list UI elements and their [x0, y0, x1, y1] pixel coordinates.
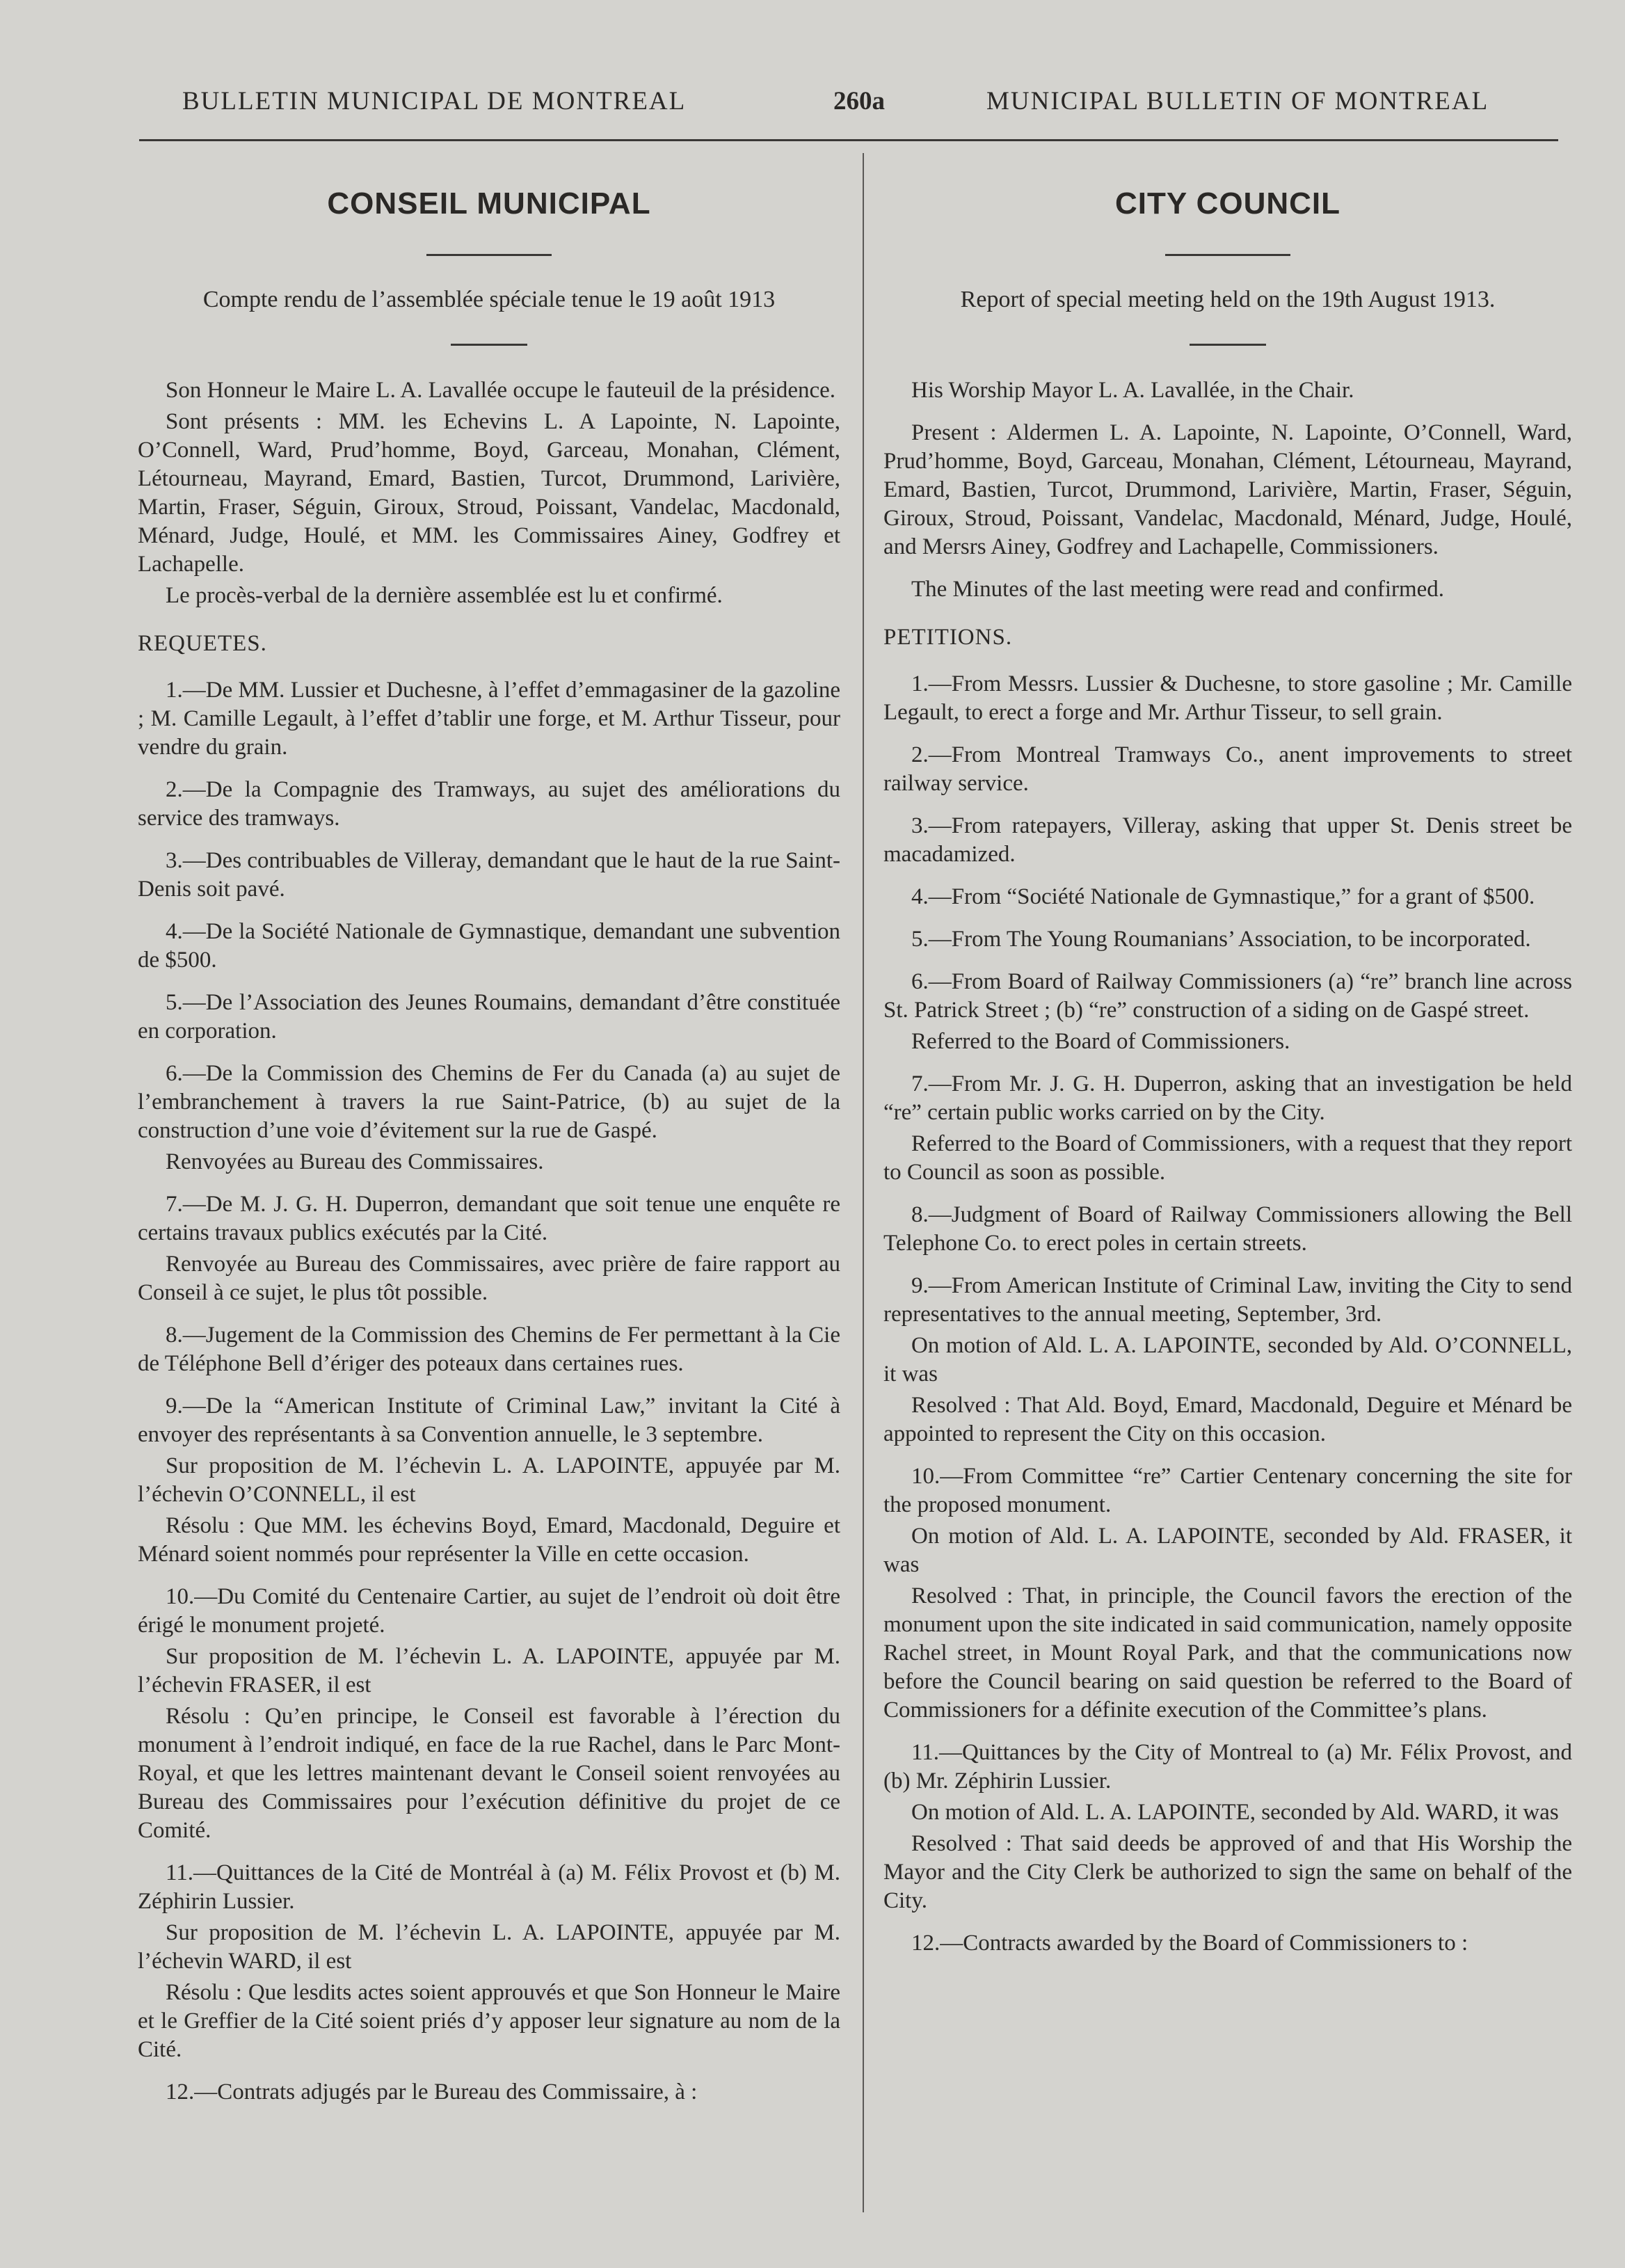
petition-item: 8.—Judgment of Board of Railway Commissioners allowing the Bell Telephone Co. to erect poles in certain streets.	[883, 1202, 1572, 1256]
referral-note: Renvoyées au Bureau des Commissaires.	[166, 1149, 544, 1174]
petition-item: 4.—From “Société Nationale de Gymnastique,” for a grant of $500.	[911, 884, 1535, 909]
petition-item: 2.—From Montreal Tramways Co., anent improvements to street railway service.	[883, 742, 1572, 796]
french-body	[138, 376, 840, 2107]
referral-note: Referred to the Board of Commissioners, with a request that they report to Council as soon as possible.	[883, 1131, 1572, 1185]
resolution-text: Resolved : That said deeds be approved of and that His Worship the Mayor and the City Clerk be authorized to sign the same on behalf of the City.	[883, 1831, 1572, 1913]
page-number: 260a	[833, 87, 885, 115]
resolution-text: Résolu : Que lesdits actes soient approuvés et que Son Honneur le Maire et le Greffier de la Cité soient priés d’y apposer leur signature au nom de la Cité.	[138, 1980, 840, 2062]
petition-item: 1.—From Messrs. Lussier & Duchesne, to store gasoline ; Mr. Camille Legault, to erect a forge and Mr. Arthur Tisseur, to sell grain.	[883, 671, 1572, 725]
motion-text: On motion of Ald. L. A. LAPOINTE, seconded by Ald. WARD, it was	[911, 1800, 1559, 1825]
motion-text: On motion of Ald. L. A. LAPOINTE, seconded by Ald. O’CONNELL, it was	[883, 1333, 1572, 1387]
petition-item: 11.—Quittances by the City of Montreal to (a) Mr. Félix Provost, and (b) Mr. Zéphirin Lussier.	[883, 1740, 1572, 1794]
english-subtitle: Report of special meeting held on the 19th August 1913.	[960, 287, 1496, 312]
petition-item: 3.—Des contribuables de Villeray, demandant que le haut de la rue Saint-Denis soit pavé.	[138, 848, 840, 902]
petition-item: 4.—De la Société Nationale de Gymnastique, demandant une subvention de $500.	[138, 919, 840, 973]
petition-item: 6.—From Board of Railway Commissioners (a) “re” branch line across St. Patrick Street ; (b) “re” construction of a siding on de Gaspé street.	[883, 969, 1572, 1023]
petition-item: 7.—De M. J. G. H. Duperron, demandant que soit tenue une enquête re certains travaux publics exécutés par la Cité.	[138, 1192, 840, 1245]
resolution-text: Resolved : That Ald. Boyd, Emard, Macdonald, Deguire et Ménard be appointed to represent the City on this occasion.	[883, 1393, 1572, 1446]
french-column	[138, 153, 840, 2109]
motion-text: On motion of Ald. L. A. LAPOINTE, seconded by Ald. FRASER, it was	[883, 1524, 1572, 1577]
english-column	[883, 153, 1572, 1960]
petition-item: 9.—From American Institute of Criminal Law, inviting the City to send representatives to the annual meeting, September, 3rd.	[883, 1273, 1572, 1327]
paragraph: Present : Aldermen L. A. Lapointe, N. Lapointe, O’Connell, Ward, Prud’homme, Boyd, Garceau, Monahan, Clément, Létourneau, Mayrand, Emard, Bastien, Turcot, Drummond, Larivière, Martin, Fraser, Séguin, Giroux, Stroud, Poissant, Vandelac, Macdonald, Ménard, Judge, Houlé, and Mersrs Ainey, Godfrey and Lachapelle, Commissioners.	[883, 420, 1572, 559]
petition-item: 5.—De l’Association des Jeunes Roumains, demandant d’être constituée en corporation.	[138, 990, 840, 1044]
english-subtitle-rule	[1190, 344, 1266, 346]
english-heading: CITY COUNCIL	[1114, 186, 1341, 221]
page-header	[0, 0, 1625, 153]
petition-item: 9.—De la “American Institute of Criminal Law,” invitant la Cité à envoyer des représentants à sa Convention annuelle, le 3 septembre.	[138, 1393, 840, 1447]
english-heading-rule	[1165, 254, 1290, 256]
column-divider	[863, 153, 864, 2212]
petition-item: 11.—Quittances de la Cité de Montréal à (a) M. Félix Provost et (b) M. Zéphirin Lussier.	[138, 1860, 840, 1914]
motion-text: Sur proposition de M. l’échevin L. A. LAPOINTE, appuyée par M. l’échevin FRASER, il est	[138, 1644, 840, 1698]
petition-item: 12.—Contrats adjugés par le Bureau des Commissaire, à :	[166, 2079, 698, 2105]
resolution-text: Resolved : That, in principle, the Council favors the erection of the monument upon the site indicated in said communication, namely opposite Rachel street, in Mount Royal Park, and that the communications now before the Council bearing on said question be referred to the Board of Commissioners for a définite execution of the Committee’s plans.	[883, 1583, 1572, 1723]
header-french-title: BULLETIN MUNICIPAL DE MONTREAL	[182, 87, 687, 115]
petition-item: 10.—Du Comité du Centenaire Cartier, au sujet de l’endroit où doit être érigé le monument projeté.	[138, 1584, 840, 1638]
referral-note: Referred to the Board of Commissioners.	[911, 1029, 1290, 1054]
french-subtitle: Compte rendu de l’assemblée spéciale tenue le 19 août 1913	[202, 287, 776, 312]
paragraph: Sont présents : MM. les Echevins L. A Lapointe, N. Lapointe, O’Connell, Ward, Prud’homme, Boyd, Garceau, Monahan, Clément, Létourneau, Mayrand, Emard, Bastien, Turcot, Drummond, Larivière, Martin, Fraser, Séguin, Giroux, Stroud, Poissant, Vandelac, Macdonald, Ménard, Judge, Houlé, et MM. les Commissaires Ainey, Godfrey et Lachapelle.	[138, 409, 840, 577]
petition-item: 5.—From The Young Roumanians’ Association, to be incorporated.	[911, 927, 1531, 952]
header-rule	[139, 139, 1558, 141]
petition-item: 2.—De la Compagnie des Tramways, au sujet des améliorations du service des tramways.	[138, 777, 840, 831]
paragraph: His Worship Mayor L. A. Lavallée, in the Chair.	[911, 378, 1354, 403]
french-heading-rule	[426, 254, 552, 256]
petition-item: 6.—De la Commission des Chemins de Fer du Canada (a) au sujet de l’embranchement à travers la rue Saint-Patrice, (b) au sujet de la construction d’une voie d’évitement sur la rue de Gaspé.	[138, 1061, 840, 1143]
section-heading: PETITIONS.	[883, 625, 1013, 650]
motion-text: Sur proposition de M. l’échevin L. A. LAPOINTE, appuyée par M. l’échevin WARD, il est	[138, 1920, 840, 1974]
petition-item: 8.—Jugement de la Commission des Chemins de Fer permettant à la Cie de Téléphone Bell d’ériger des poteaux dans certaines rues.	[138, 1323, 840, 1376]
resolution-text: Résolu : Que MM. les échevins Boyd, Emard, Macdonald, Deguire et Ménard soient nommés pour représenter la Ville en cette occasion.	[138, 1513, 840, 1567]
petition-item: 1.—De MM. Lussier et Duchesne, à l’effet d’emmagasiner de la gazoline ; M. Camille Legault, à l’effet d’tablir une forge, et M. Arthur Tisseur, pour vendre du grain.	[138, 678, 840, 760]
petition-item: 7.—From Mr. J. G. H. Duperron, asking that an investigation be held “re” certain public works carried on by the City.	[883, 1071, 1572, 1125]
petition-item: 12.—Contracts awarded by the Board of Commissioners to :	[911, 1931, 1468, 1956]
english-body	[883, 376, 1572, 1958]
petition-item: 10.—From Committee “re” Cartier Centenary concerning the site for the proposed monument.	[883, 1464, 1572, 1517]
paragraph: Son Honneur le Maire L. A. Lavallée occupe le fauteuil de la présidence.	[166, 378, 836, 403]
resolution-text: Résolu : Qu’en principe, le Conseil est favorable à l’érection du monument à l’endroit indiqué, en face de la rue Rachel, dans le Parc Mont-Royal, et que les lettres maintenant devant le Conseil soient renvoyées au Bureau des Commissaires pour l’exécution définitive du projet de ce Comité.	[138, 1704, 840, 1843]
motion-text: Sur proposition de M. l’échevin L. A. LAPOINTE, appuyée par M. l’échevin O’CONNELL, il est	[138, 1453, 840, 1507]
section-heading: REQUETES.	[138, 631, 267, 656]
petition-item: 3.—From ratepayers, Villeray, asking that upper St. Denis street be macadamized.	[883, 813, 1572, 867]
french-subtitle-rule	[451, 344, 527, 346]
referral-note: Renvoyée au Bureau des Commissaires, avec prière de faire rapport au Conseil à ce sujet, le plus tôt possible.	[138, 1252, 840, 1305]
header-english-title: MUNICIPAL BULLETIN OF MONTREAL	[986, 87, 1489, 115]
french-heading: CONSEIL MUNICIPAL	[327, 186, 651, 221]
paragraph: The Minutes of the last meeting were read and confirmed.	[911, 577, 1445, 602]
paragraph: Le procès-verbal de la dernière assemblée est lu et confirmé.	[166, 583, 723, 608]
